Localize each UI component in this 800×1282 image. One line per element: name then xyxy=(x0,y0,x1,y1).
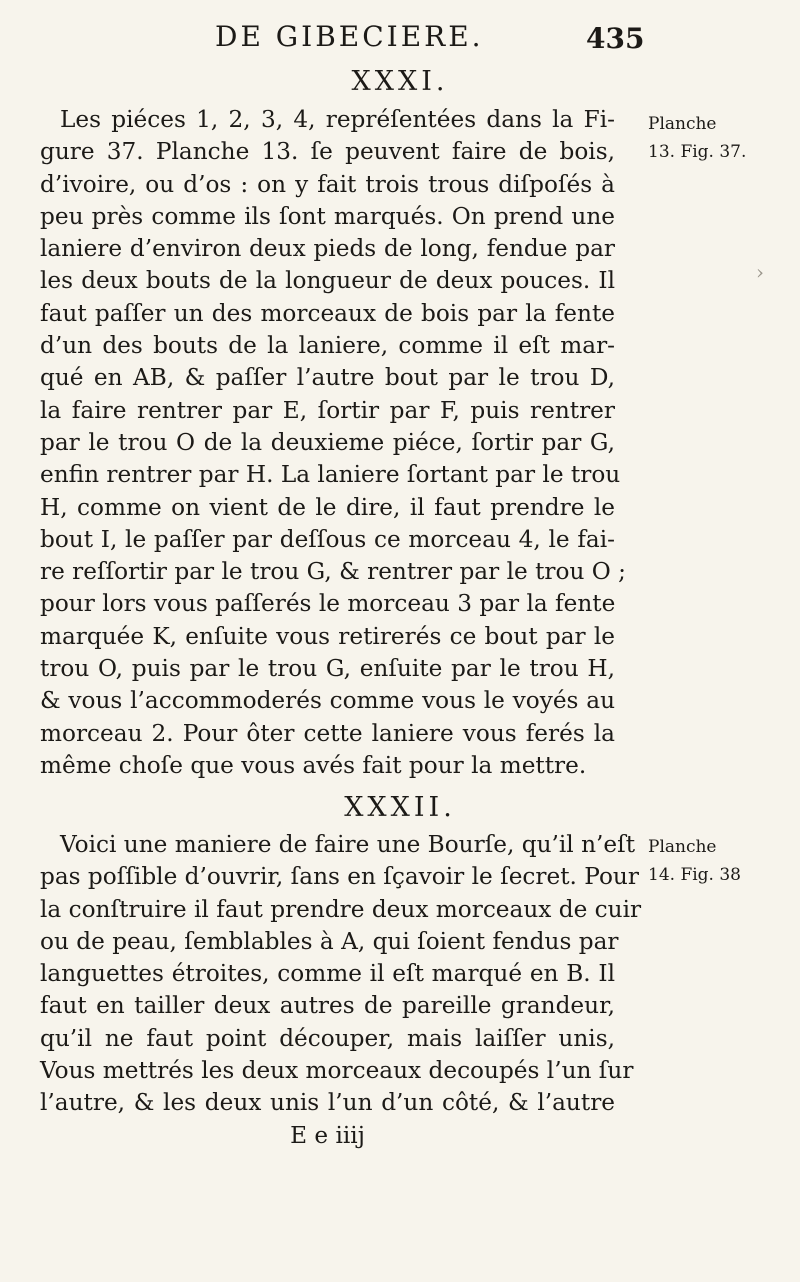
text-line: la faire rentrer par E, ſortir par F, puis rentrer xyxy=(40,396,615,424)
margin-stray-mark: › xyxy=(756,260,764,284)
text-line: pour lors vous paſſerés le morceau 3 par la fente xyxy=(40,590,616,618)
paragraph-xxxi xyxy=(40,104,626,782)
text-line: qu’il ne faut point découper, mais laiſſer unis, xyxy=(40,1024,615,1052)
text-line: trou O, puis par le trou G, enſuite par le trou H, xyxy=(40,655,615,683)
text-line: peu près comme ils ſont marqués. On prend une xyxy=(40,202,615,230)
paragraph-xxxii xyxy=(40,829,642,1152)
text-line: qué en AB, & paſſer l’autre bout par le trou D, xyxy=(40,364,615,392)
text-line: Vous mettrés les deux morceaux decoupés l’un ſur xyxy=(40,1057,634,1085)
margin-note-plate-reference xyxy=(648,833,798,889)
signature-mark: E e iiij xyxy=(290,1121,365,1149)
page-number: 435 xyxy=(586,22,645,55)
text-line: morceau 2. Pour ôter cette laniere vous ferés la xyxy=(40,719,615,747)
margin-note-line: 14. Fig. 38 xyxy=(648,865,741,885)
text-line: la conſtruire il faut prendre deux morceaux de cuir xyxy=(40,895,642,923)
section-title-xxxi: XXXI. xyxy=(351,66,449,97)
text-line: par le trou O de la deuxieme piéce, ſortir par G, xyxy=(40,428,615,456)
text-line: re reſſortir par le trou G, & rentrer par le trou O ; xyxy=(40,558,626,586)
text-line: H, comme on vient de le dire, il faut prendre le xyxy=(40,493,615,521)
text-line: laniere d’environ deux pieds de long, fendue par xyxy=(40,235,615,263)
text-line: faut en tailler deux autres de pareille grandeur, xyxy=(40,992,615,1020)
text-line: Voici une maniere de faire une Bourſe, qu’il n’eſt xyxy=(60,831,636,858)
text-line: enfin rentrer par H. La laniere ſortant par le trou xyxy=(40,461,621,489)
text-line: l’autre, & les deux unis l’un d’un côté, & l’autre xyxy=(40,1089,615,1117)
text-line: ou de peau, ſemblables à A, qui ſoient fendus par xyxy=(40,927,619,955)
text-line: languettes étroites, comme il eſt marqué en B. Il xyxy=(40,960,615,988)
margin-note-line: Planche xyxy=(648,114,717,134)
section-title-xxxii: XXXII. xyxy=(344,792,456,823)
margin-note-line: 13. Fig. 37. xyxy=(648,142,747,162)
text-line: gure 37. Planche 13. ſe peuvent faire de bois, xyxy=(40,138,615,166)
text-line: faut paſſer un des morceaux de bois par la fente xyxy=(40,299,615,327)
text-line: les deux bouts de la longueur de deux pouces. Il xyxy=(40,267,615,295)
margin-note-line: Planche xyxy=(648,837,717,857)
text-line: d’un des bouts de la laniere, comme il eſt mar- xyxy=(40,332,615,360)
text-line: & vous l’accommoderés comme vous le voyés au xyxy=(40,687,615,715)
running-head: DE GIBECIERE. xyxy=(215,20,484,53)
text-line: pas poſſible d’ouvrir, ſans en ſçavoir le ſecret. Pour xyxy=(40,863,639,891)
text-line: bout I, le paſſer par deſſous ce morceau 4, le fai- xyxy=(40,525,615,553)
text-line: d’ivoire, ou d’os : on y fait trois trous diſpoſés à xyxy=(40,170,615,198)
text-line: marquée K, enſuite vous retirerés ce bout par le xyxy=(40,622,615,650)
text-line: Les piéces 1, 2, 3, 4, repréſentées dans la Fi- xyxy=(60,106,615,133)
text-line: même choſe que vous avés fait pour la mettre. xyxy=(40,751,587,779)
margin-note-plate-reference xyxy=(648,110,798,166)
